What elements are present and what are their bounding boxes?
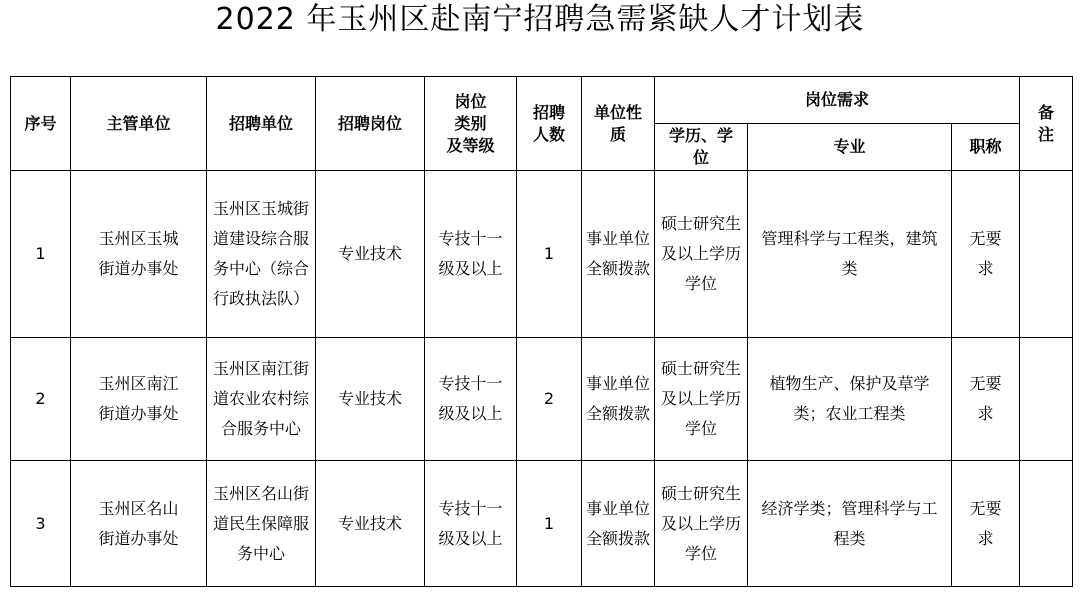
cell-remarks	[1020, 338, 1073, 461]
cell-category: 专技十一级及以上	[425, 461, 517, 587]
cell-category: 专技十一级及以上	[425, 338, 517, 461]
cell-education: 硕士研究生及以上学历学位	[655, 171, 748, 338]
cell-major: 植物生产、保护及草学类；农业工程类	[748, 338, 952, 461]
cell-nature: 事业单位全额拨款	[582, 338, 655, 461]
cell-count: 2	[517, 338, 582, 461]
cell-title-req: 无要求	[952, 338, 1020, 461]
cell-remarks	[1020, 171, 1073, 338]
cell-education: 硕士研究生及以上学历学位	[655, 338, 748, 461]
header-count: 招聘 人数	[517, 77, 582, 171]
cell-position: 专业技术	[316, 461, 425, 587]
table-row	[11, 338, 1073, 461]
header-category: 岗位 类别 及等级	[425, 77, 517, 171]
cell-position: 专业技术	[316, 171, 425, 338]
cell-seq: 3	[11, 461, 71, 587]
cell-major: 管理科学与工程类，建筑类	[748, 171, 952, 338]
cell-supervisor: 玉州区玉城街道办事处	[71, 171, 207, 338]
header-title-req: 职称	[952, 124, 1020, 171]
cell-category: 专技十一级及以上	[425, 171, 517, 338]
cell-major: 经济学类；管理科学与工程类	[748, 461, 952, 587]
recruitment-plan-table	[10, 76, 1073, 587]
cell-nature: 事业单位全额拨款	[582, 171, 655, 338]
cell-employer: 玉州区名山街道民生保障服务中心	[207, 461, 316, 587]
cell-count: 1	[517, 461, 582, 587]
cell-supervisor: 玉州区南江街道办事处	[71, 338, 207, 461]
cell-seq: 2	[11, 338, 71, 461]
header-education: 学历、学 位	[655, 124, 748, 171]
header-nature: 单位性 质	[582, 77, 655, 171]
header-major: 专业	[748, 124, 952, 171]
cell-nature: 事业单位全额拨款	[582, 461, 655, 587]
cell-employer: 玉州区南江街道农业农村综合服务中心	[207, 338, 316, 461]
page-title: 2022 年玉州区赴南宁招聘急需紧缺人才计划表	[215, 2, 865, 37]
header-row-1	[11, 77, 1073, 124]
header-employer: 招聘单位	[207, 77, 316, 171]
table-row	[11, 461, 1073, 587]
cell-supervisor: 玉州区名山街道办事处	[71, 461, 207, 587]
cell-remarks	[1020, 461, 1073, 587]
cell-title-req: 无要求	[952, 171, 1020, 338]
table-row	[11, 171, 1073, 338]
header-supervisor: 主管单位	[71, 77, 207, 171]
header-remarks: 备 注	[1020, 77, 1073, 171]
cell-employer: 玉州区玉城街道建设综合服务中心（综合行政执法队）	[207, 171, 316, 338]
header-position: 招聘岗位	[316, 77, 425, 171]
header-seq: 序号	[11, 77, 71, 171]
cell-position: 专业技术	[316, 338, 425, 461]
cell-education: 硕士研究生及以上学历学位	[655, 461, 748, 587]
header-requirements: 岗位需求	[655, 77, 1020, 124]
cell-count: 1	[517, 171, 582, 338]
cell-title-req: 无要求	[952, 461, 1020, 587]
cell-seq: 1	[11, 171, 71, 338]
